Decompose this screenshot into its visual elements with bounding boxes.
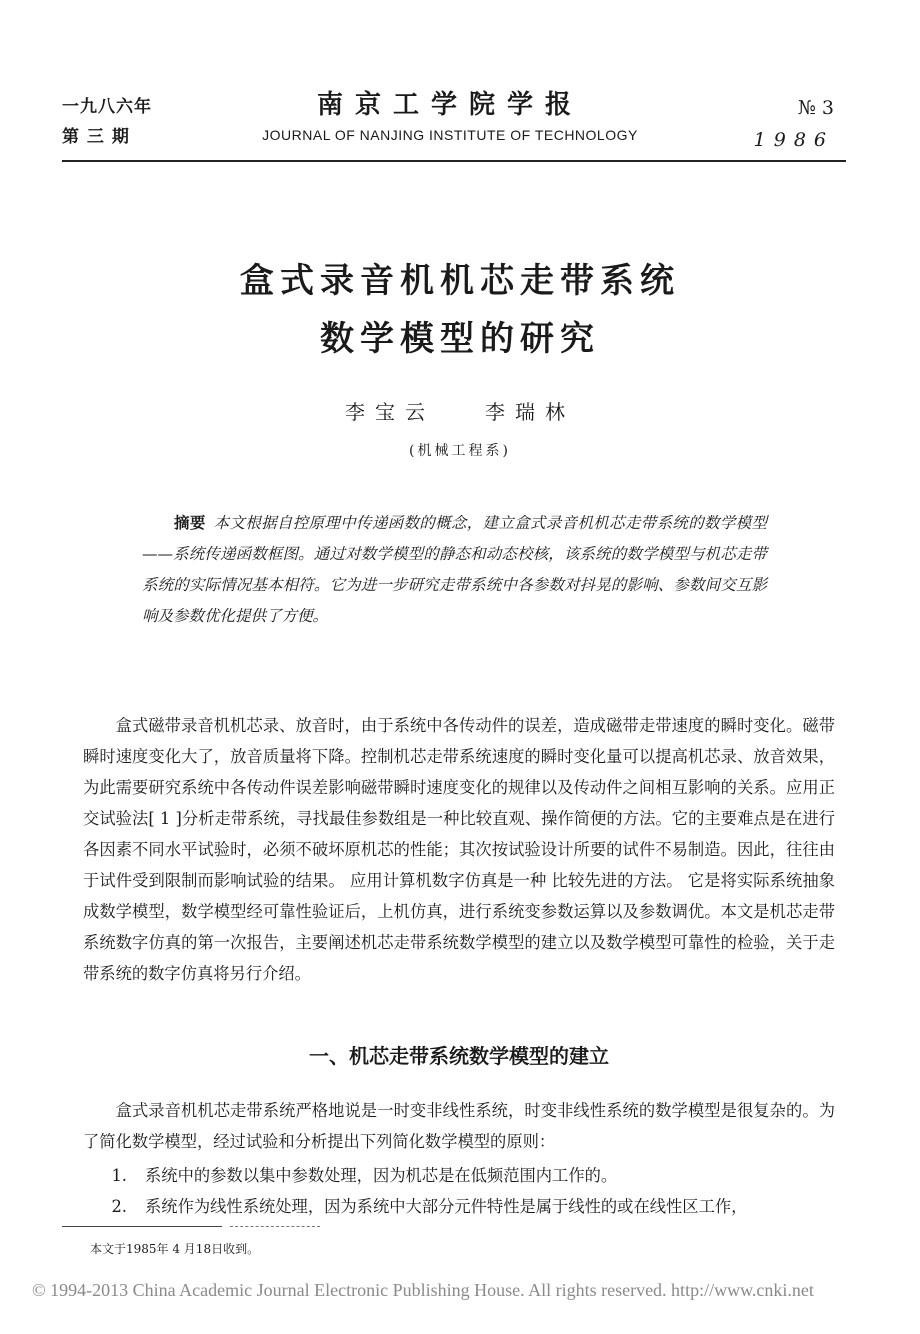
issue-year-arabic: 1986	[753, 129, 834, 151]
issue-number-block	[754, 92, 834, 156]
abstract-text: 本文根据自控原理中传递函数的概念，建立盒式录音机机芯走带系统的数学模型——系统传递函数框图。通过对数学模型的静态和动态校核，该系统的数学模型与机芯走带系统的实际情况基本相符。它为进一步研究走带系统中各参数对抖晃的影响、参数间交互影响及参数优化提供了方便。	[142, 514, 767, 625]
title-line-2: 数学模型的研究	[320, 319, 600, 359]
list-item-text: 系统作为线性系统处理，因为系统中大部分元件特性是属于线性的或在线性区工作，	[145, 1197, 748, 1216]
author-list	[200, 396, 720, 425]
list-item-text: 系统中的参数以集中参数处理，因为机芯是在低频范围内工作的。	[145, 1166, 618, 1185]
list-item	[83, 1191, 835, 1222]
issue-number: № 3	[797, 97, 834, 119]
section-heading: 一、机芯走带系统数学模型的建立	[309, 1044, 609, 1068]
affiliation: (机械工程系)	[409, 443, 511, 459]
journal-name-cn: 南京工学院学报	[316, 90, 583, 120]
journal-masthead	[215, 84, 685, 143]
abstract-label: 摘要	[174, 514, 206, 532]
body-intro	[83, 710, 835, 989]
issue-number-cn: 第 三 期	[62, 127, 130, 147]
issue-date-block	[62, 92, 152, 152]
journal-name-en: JOURNAL OF NANJING INSTITUTE OF TECHNOLOGY	[262, 127, 638, 143]
list-item-number: 1.	[111, 1166, 127, 1185]
intro-paragraph: 盒式磁带录音机机芯录、放音时，由于系统中各传动件的误差，造成磁带走带速度的瞬时变化。磁带瞬时速度变化大了，放音质量将下降。控制机芯走带系统速度的瞬时变化量可以提高机芯录、放音效果，为此需要研究系统中各传动件误差影响磁带瞬时速度变化的规律以及传动件之间相互影响的关系。应用正交试验法[ 1 ]分析走带系统，寻找最佳参数组是一种比较直观、操作简便的方法。它的主要难点是在进行各因素不同水平试验时，必须不破坏原机芯的性能；其次按试验设计所要的试件不易制造。因此，往往由于试件受到限制而影响试验的结果。 应用计算机数字仿真是一种 比较先进的方法。 它是将实际系统抽象成数学模型，数学模型经可靠性验证后，上机仿真，进行系统变参数运算以及参数调优。本文是机芯走带系统数字仿真的第一次报告，主要阐述机芯走带系统数学模型的建立以及数学模型可靠性的检验，关于走带系统的数字仿真将另行介绍。	[83, 716, 835, 983]
section-1-paragraph: 盒式录音机机芯走带系统严格地说是一时变非线性系统，时变非线性系统的数学模型是很复杂的。为了简化数学模型，经过试验和分析提出下列简化数学模型的原则：	[83, 1101, 835, 1151]
footnote: 本文于1985年 4 月18日收到。	[90, 1242, 260, 1256]
title-line-1: 盒式录音机机芯走带系统	[240, 261, 680, 301]
list-item	[83, 1160, 835, 1191]
abstract	[142, 508, 767, 632]
author-1: 李宝云	[345, 400, 435, 424]
author-2: 李瑞林	[485, 400, 575, 424]
footnote-rule	[62, 1226, 222, 1227]
footnote-rule-dashed	[230, 1226, 320, 1227]
paper-title	[100, 252, 820, 368]
masthead-rule	[62, 160, 846, 162]
list-item-number: 2.	[111, 1197, 127, 1216]
issue-year: 一九八六年	[62, 97, 152, 117]
principles-list	[83, 1160, 835, 1222]
section-1-body	[83, 1095, 835, 1157]
copyright-watermark: © 1994-2013 China Academic Journal Electronic Publishing House. All rights reserved. http://www.cnki.net	[32, 1280, 814, 1300]
